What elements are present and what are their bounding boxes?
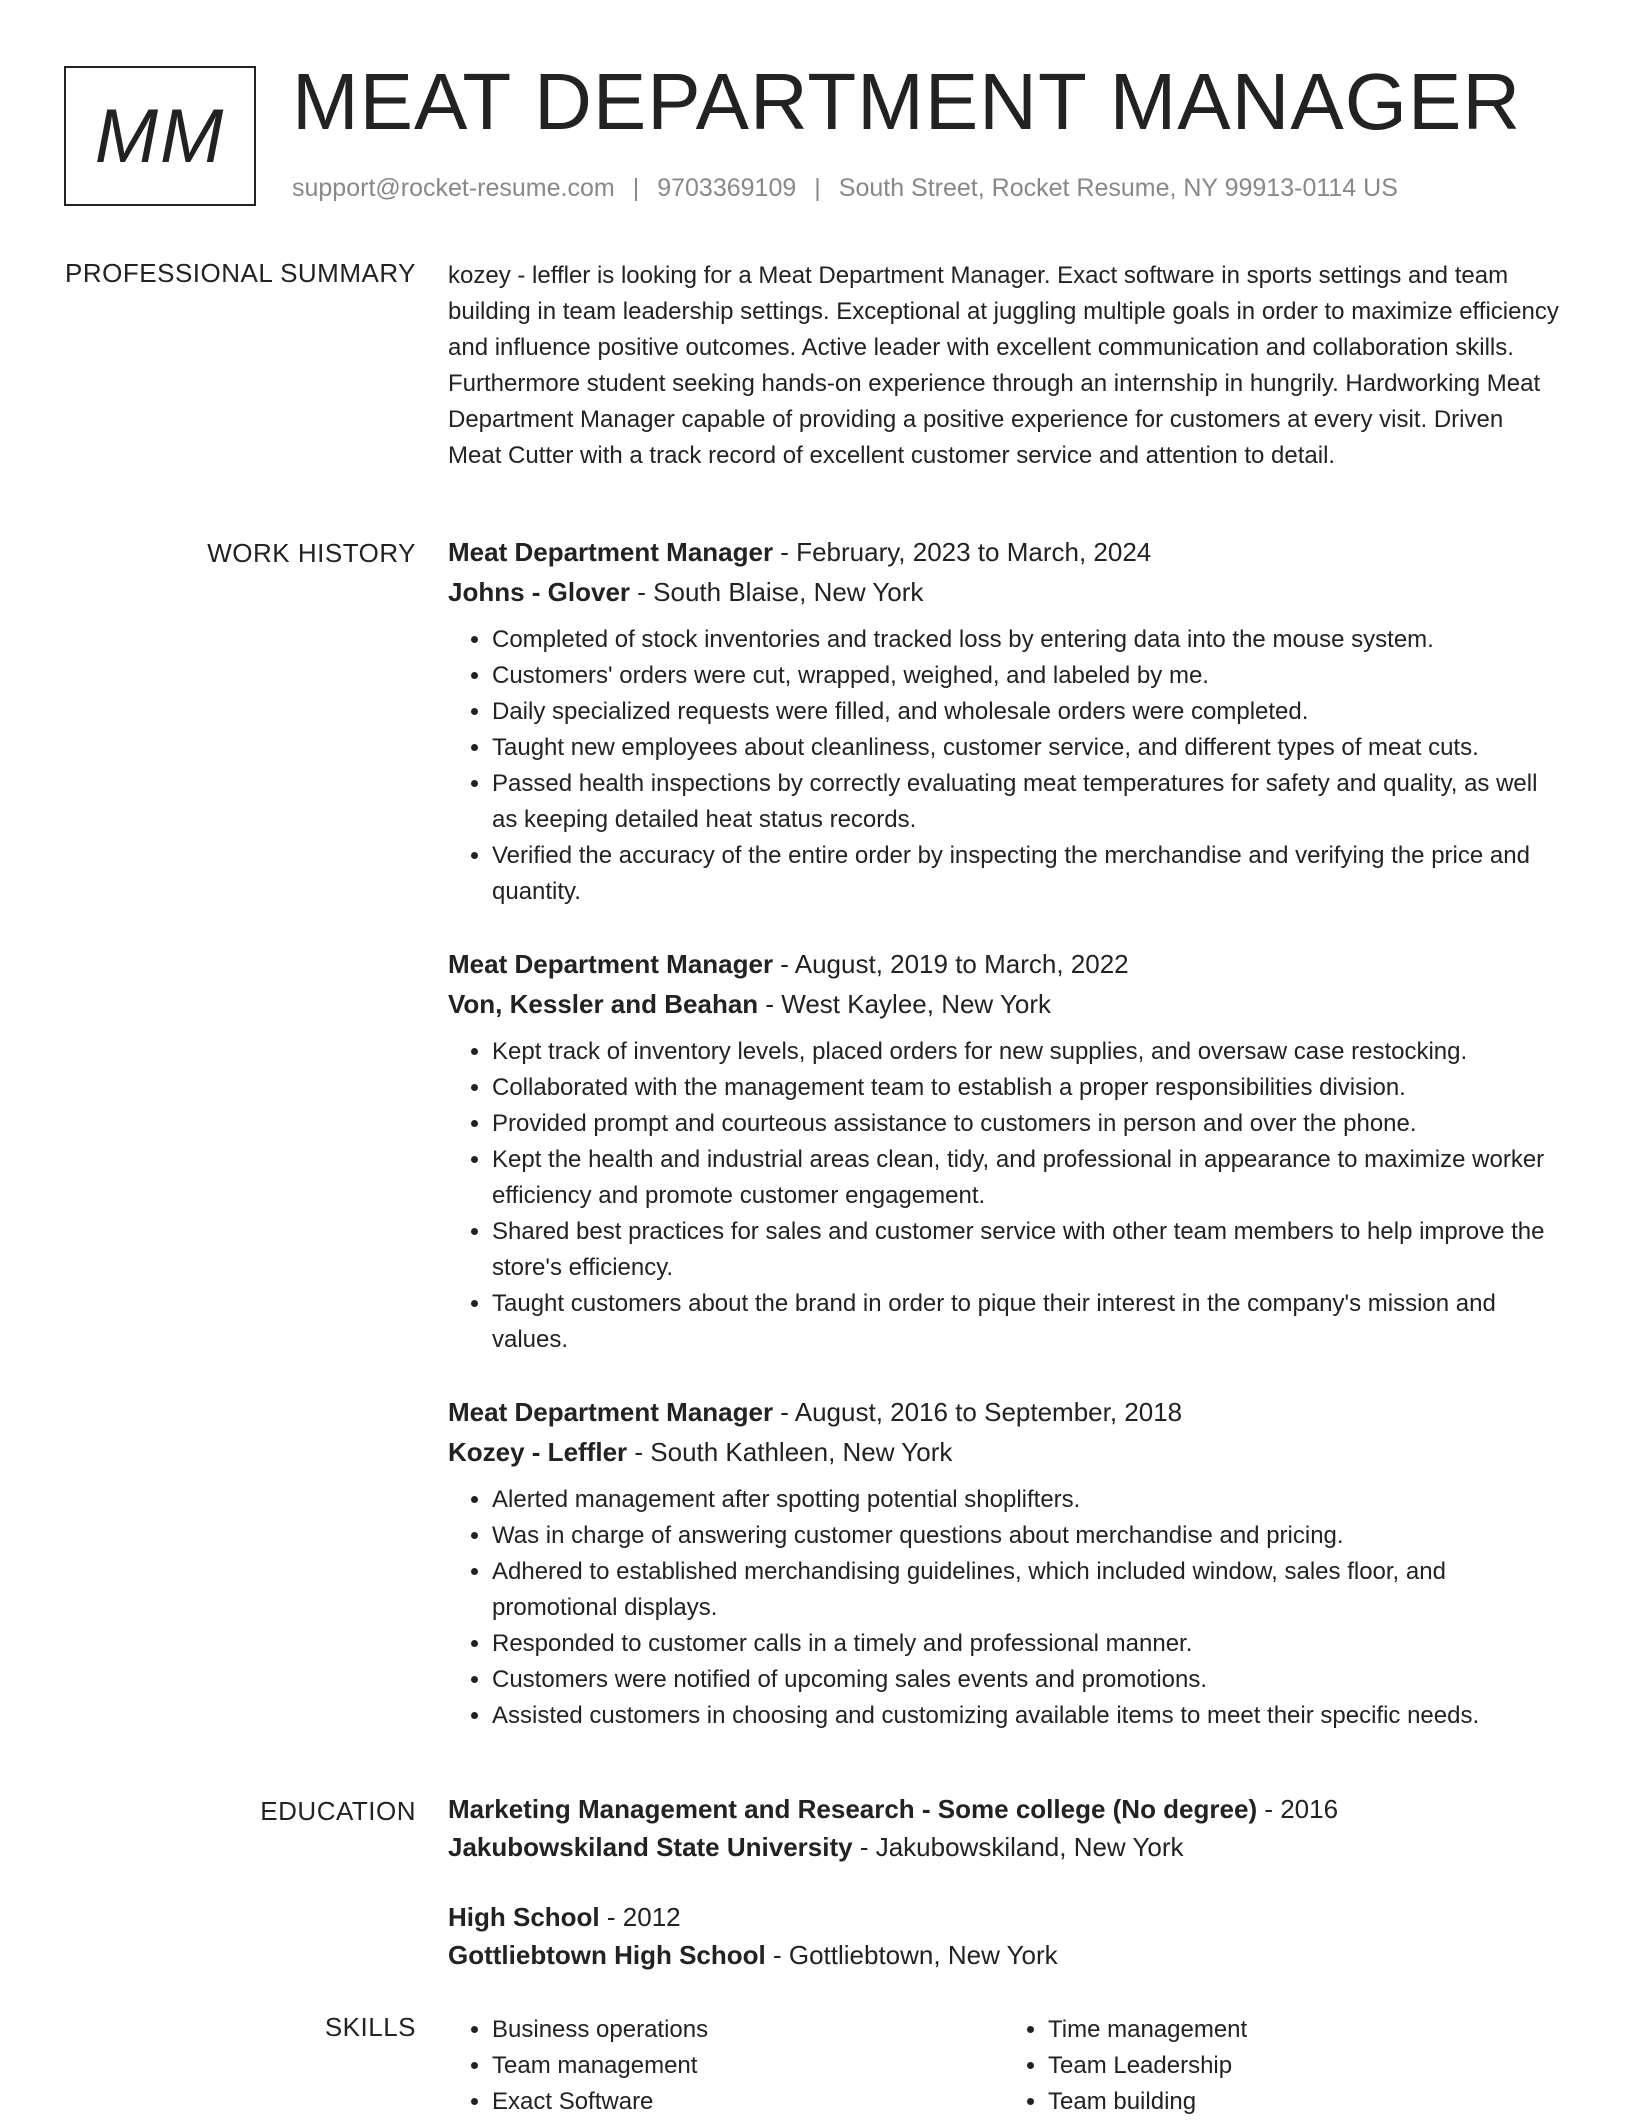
summary-body [448,258,1560,474]
contact-separator: | [814,174,821,202]
education-body [448,1790,1560,2006]
job-bullet: • Completed of stock inventories and tracked loss by entering data into the mouse system. [492,622,1560,658]
job-location: - South Blaise, New York [630,577,924,607]
degree-line [448,1898,1560,1936]
job-location: - West Kaylee, New York [758,989,1052,1019]
skill-item: • Exact Software [492,2084,1004,2120]
degree-name: High School [448,1902,600,1932]
job-bullet: • Shared best practices for sales and customer service with other team members to help improve the store's efficiency. [492,1214,1560,1286]
job-title: Meat Department Manager [448,949,774,979]
job-company: Von, Kessler and Beahan [448,989,759,1019]
skills-column-left [448,2012,1004,2120]
job-bullet: • Verified the accuracy of the entire order by inspecting the merchandise and verifying the price and quantity. [492,838,1560,910]
skill-item: • Team management [492,2048,1004,2084]
contact-line [292,174,1398,203]
job-title-line [448,532,1560,572]
skill-item: • Team Leadership [1048,2048,1560,2084]
skill-item: • Team building [1048,2084,1560,2120]
job-bullet: • Adhered to established merchandising guidelines, which included window, sales floor, and promotional displays. [492,1554,1560,1626]
job-bullet: • Daily specialized requests were filled, and wholesale orders were completed. [492,694,1560,730]
job-title: Meat Department Manager [448,1397,774,1427]
job-bullet: • Responded to customer calls in a timely and professional manner. [492,1626,1560,1662]
contact-phone[interactable]: 9703369109 [657,174,797,202]
summary-text: kozey - leffler is looking for a Meat Department Manager. Exact software in sports settings and team building in team leadership settings. Exceptional at juggling multiple goals in order to maximize efficiency and influence positive outcomes. Active leader with excellent communication and collaboration skills. Furthermore student seeking hands-on experience through an internship in hungrily. Hardworking Meat Department Manager capable of providing a positive experience for customers at every visit. Driven Meat Cutter with a track record of excellent customer service and attention to detail. [448,262,1559,469]
job-bullet: • Kept track of inventory levels, placed orders for new supplies, and oversaw case restocking. [492,1034,1560,1070]
skills-label: SKILLS [324,2012,416,2042]
education-entry [448,1898,1560,1974]
job-company: Kozey - Leffler [448,1437,628,1467]
resume-title: MEAT DEPARTMENT MANAGER [292,57,1522,146]
job-bullet: • Taught new employees about cleanliness, customer service, and different types of meat cuts. [492,730,1560,766]
work-history-label: WORK HISTORY [207,538,416,568]
skill-item: • Business operations [492,2012,1004,2048]
degree-name: Marketing Management and Research - Some college (No degree) [448,1794,1258,1824]
job-bullet: • Customers were notified of upcoming sales events and promotions. [492,1662,1560,1698]
monogram-badge [64,66,256,206]
job-bullet: • Taught customers about the brand in order to pique their interest in the company's mission and values. [492,1286,1560,1358]
job-bullet: • Alerted management after spotting potential shoplifters. [492,1482,1560,1518]
job-entry [448,944,1560,1358]
job-title: Meat Department Manager [448,537,774,567]
skills-columns [448,2012,1560,2120]
degree-year: - 2016 [1257,1794,1339,1824]
skill-item: • Time management [1048,2012,1560,2048]
school-line [448,1828,1560,1866]
contact-address: South Street, Rocket Resume, NY 99913-0114 US [838,174,1398,202]
school-line [448,1936,1560,1974]
job-location: - South Kathleen, New York [627,1437,953,1467]
degree-year: - 2012 [599,1902,681,1932]
degree-line [448,1790,1560,1828]
job-entry [448,1392,1560,1734]
skills-body [448,2012,1560,2120]
job-dates: - August, 2016 to September, 2018 [773,1397,1183,1427]
job-company-line [448,572,1560,612]
job-bullet: • Assisted customers in choosing and customizing available items to meet their specific needs. [492,1698,1560,1734]
job-bullet: • Was in charge of answering customer questions about merchandise and pricing. [492,1518,1560,1554]
job-company-line [448,1432,1560,1472]
job-company-line [448,984,1560,1024]
school-location: - Gottliebtown, New York [765,1940,1058,1970]
job-bullets [448,1034,1560,1358]
work-history-body [448,532,1560,1768]
job-bullets [448,1482,1560,1734]
job-bullets [448,622,1560,910]
job-bullet: • Customers' orders were cut, wrapped, weighed, and labeled by me. [492,658,1560,694]
job-company: Johns - Glover [448,577,631,607]
contact-separator: | [632,174,640,202]
job-dates: - August, 2019 to March, 2022 [773,949,1129,979]
job-dates: - February, 2023 to March, 2024 [773,537,1152,567]
education-label: EDUCATION [260,1796,416,1826]
job-entry [448,532,1560,910]
contact-email[interactable]: support@rocket-resume.com [292,174,615,202]
school-name: Jakubowskiland State University [448,1832,853,1862]
job-bullet: • Passed health inspections by correctly evaluating meat temperatures for safety and quality, as well as keeping detailed heat status records. [492,766,1560,838]
education-entry [448,1790,1560,1866]
monogram-text: MM [94,93,226,179]
job-bullet: • Collaborated with the management team to establish a proper responsibilities division. [492,1070,1560,1106]
skills-column-right [1004,2012,1560,2120]
job-title-line [448,944,1560,984]
job-bullet: • Provided prompt and courteous assistance to customers in person and over the phone. [492,1106,1560,1142]
school-location: - Jakubowskiland, New York [852,1832,1184,1862]
job-bullet: • Kept the health and industrial areas clean, tidy, and professional in appearance to maximize worker efficiency and promote customer engagement. [492,1142,1560,1214]
school-name: Gottliebtown High School [448,1940,766,1970]
job-title-line [448,1392,1560,1432]
summary-label: PROFESSIONAL SUMMARY [65,258,416,288]
